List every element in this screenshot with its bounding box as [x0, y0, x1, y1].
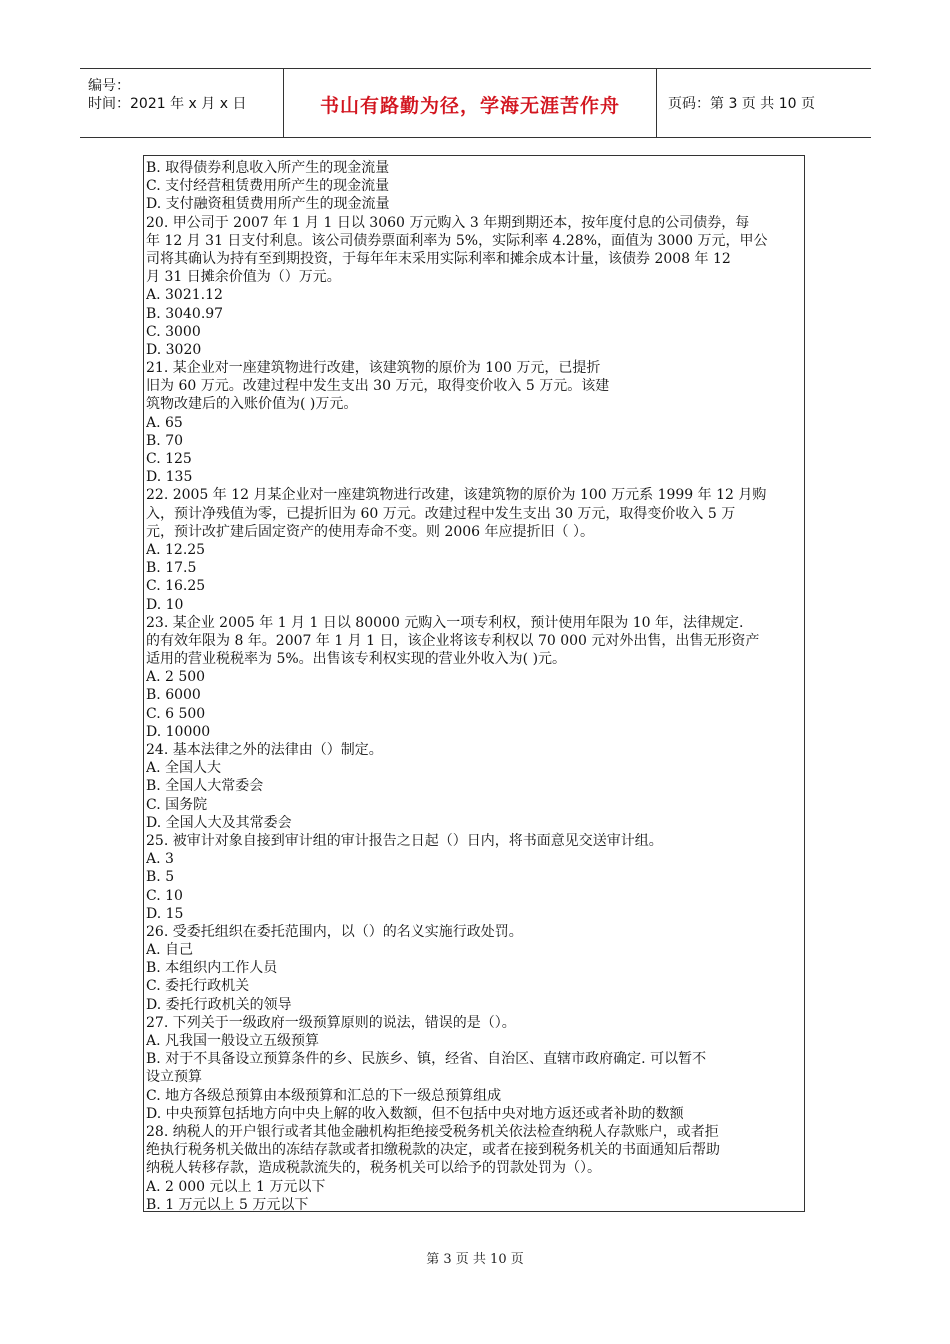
header-motto-cell [283, 69, 657, 137]
text-line: 适用的营业税税率为 5%。出售该专利权实现的营业外收入为( )元。 [146, 651, 567, 668]
text-line: A. 65 [146, 414, 183, 431]
text-line: 20. 甲公司于 2007 年 1 月 1 日以 3060 万元购入 3 年期到期还本，按年度付息的公司债券，每 [146, 214, 750, 231]
page-code: 页码：第 3 页 共 10 页 [668, 96, 815, 112]
text-line: D. 委托行政机关的领导 [146, 996, 292, 1013]
text-line: A. 全国人大 [146, 760, 222, 777]
text-line: 元，预计改扩建后固定资产的使用寿命不变。则 2006 年应提折旧（ ）。 [146, 523, 594, 540]
text-line: C. 6 500 [146, 705, 206, 722]
text-line: A. 凡我国一般设立五级预算 [146, 1033, 320, 1049]
text-line: 年 12 月 31 日支付利息。该公司债券票面利率为 5%，实际利率 4.28%，面值为 3000 万元，甲公 [146, 232, 768, 249]
text-line: 月 31 日摊余价值为（）万元。 [146, 269, 341, 286]
text-line: C. 支付经营租赁费用所产生的现金流量 [146, 178, 390, 195]
text-line: B. 6000 [146, 687, 201, 704]
text-line: C. 3000 [146, 323, 201, 340]
text-line: A. 3 [146, 851, 174, 868]
text-line: D. 10000 [146, 723, 211, 740]
text-line: D. 10 [146, 596, 184, 613]
text-line: D. 支付融资租赁费用所产生的现金流量 [146, 196, 390, 213]
page-header [80, 68, 871, 138]
text-line: B. 17.5 [146, 560, 197, 577]
text-line: A. 2 000 元以上 1 万元以下 [146, 1178, 326, 1195]
text-line: 绝执行税务机关做出的冻结存款或者扣缴税款的决定，或者在接到税务机关的书面通知后帮助 [146, 1142, 720, 1159]
text-line: C. 委托行政机关 [146, 978, 250, 995]
text-line: D. 3020 [146, 341, 202, 358]
text-line: A. 自己 [146, 942, 194, 959]
page-footer: 第 3 页 共 10 页 [426, 1252, 524, 1267]
text-line: 25. 被审计对象自接到审计组的审计报告之日起（）日内，将书面意见交送审计组。 [146, 832, 663, 849]
motto-text: 书山有路勤为径，学海无涯苦作舟 [319, 95, 620, 117]
text-line: A. 12.25 [146, 541, 206, 558]
text-line: D. 15 [146, 905, 184, 922]
text-line: 26. 受委托组织在委托范围内，以（）的名义实施行政处罚。 [146, 923, 523, 940]
text-line: B. 对于不具备设立预算条件的乡、民族乡、镇，经省、自治区、直辖市政府确定. 可以暂不 [146, 1051, 707, 1068]
text-line: 27. 下列关于一级政府一级预算原则的说法，错误的是（）。 [146, 1014, 516, 1031]
text-line: 28. 纳税人的开户银行或者其他金融机构拒绝接受税务机关依法检查纳税人存款账户，或者拒 [146, 1123, 719, 1140]
header-meta-cell [80, 69, 283, 137]
text-line: B. 1 万元以上 5 万元以下 [146, 1196, 309, 1212]
number-label: 编号： [88, 78, 130, 94]
text-line: 21. 某企业对一座建筑物进行改建，该建筑物的原价为 100 万元，已提折 [146, 360, 601, 377]
text-line: B. 5 [146, 869, 175, 886]
text-line: 入，预计净残值为零，已提折旧为 60 万元。改建过程中发生支出 30 万元，取得变价收入 5 万 [146, 505, 736, 522]
header-page-cell [656, 69, 871, 137]
text-line: C. 125 [146, 451, 192, 467]
text-line: D. 全国人大及其常委会 [146, 814, 292, 831]
text-line: C. 地方各级总预算由本级预算和汇总的下一级总预算组成 [146, 1087, 502, 1104]
text-line: 的有效年限为 8 年。2007 年 1 月 1 日，该企业将该专利权以 70 000 元对外出售，出售无形资产 [146, 632, 760, 649]
text-line: D. 中央预算包括地方向中央上解的收入数额，但不包括中央对地方返还或者补助的数额 [146, 1105, 684, 1122]
text-line: 22. 2005 年 12 月某企业对一座建筑物进行改建，该建筑物的原价为 100 万元系 1999 年 12 月购 [146, 487, 767, 504]
question-lines [146, 159, 802, 1212]
text-line: 设立预算 [146, 1069, 202, 1086]
text-line: B. 全国人大常委会 [146, 778, 264, 795]
text-line: B. 3040.97 [146, 305, 224, 322]
text-line: 筑物改建后的入账价值为( )万元。 [146, 396, 358, 413]
text-line: 纳税人转移存款，造成税款流失的，税务机关可以给予的罚款处罚为（）。 [146, 1160, 601, 1177]
text-line: 司将其确认为持有至到期投资，于每年年末采用实际利率和摊余成本计量，该债券 2008 年 12 [146, 250, 731, 267]
text-line: 23. 某企业 2005 年 1 月 1 日以 80000 元购入一项专利权，预计使用年限为 10 年，法律规定. [146, 614, 744, 631]
text-line: 旧为 60 万元。改建过程中发生支出 30 万元，取得变价收入 5 万元。该建 [146, 378, 610, 395]
text-line: B. 本组织内工作人员 [146, 960, 278, 977]
question-box [143, 155, 805, 1212]
text-line: A. 2 500 [146, 669, 206, 686]
text-line: D. 135 [146, 469, 193, 486]
text-line: C. 国务院 [146, 796, 208, 813]
text-line: B. 取得债券利息收入所产生的现金流量 [146, 160, 390, 176]
text-line: C. 10 [146, 887, 183, 904]
text-line: B. 70 [146, 432, 184, 449]
time-label: 时间：2021 年 x 月 x 日 [88, 96, 247, 112]
text-line: A. 3021.12 [146, 287, 223, 304]
text-line: C. 16.25 [146, 578, 206, 595]
text-line: 24. 基本法律之外的法律由（）制定。 [146, 742, 383, 758]
